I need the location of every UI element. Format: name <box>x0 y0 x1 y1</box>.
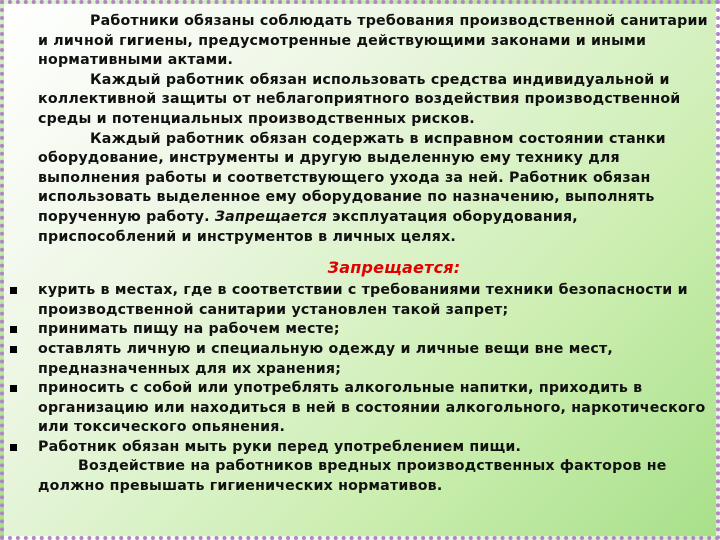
paragraph-text: Каждый работник обязан использовать средства индивидуальной и коллективной защиты от неблагоприятного воздействия производственной среды и потенциальных производственных рисков. <box>38 71 681 127</box>
paragraph-text: Каждый работник обязан содержать в исправном состоянии станки оборудование, инструменты и другую выделенную ему технику для выполнения работы и соответствующего ухода за ней. Работник обязан использовать выделенное ему оборудование по назначению, выполнять порученную работу. <box>38 130 666 225</box>
square-bullet-icon <box>10 287 17 294</box>
paragraph-protection <box>4 71 720 130</box>
paragraph-text: Работники обязаны соблюдать требования производственной санитарии и личной гигиены, предусмотренные действующими законами и иными нормативными актами. <box>38 13 708 69</box>
prohibition-rest: эксплуатация оборудования, приспособлений и инструментов в личных целях. <box>38 208 578 245</box>
closing-paragraph: Воздействие на работников вредных производственных факторов не должно превышать гигиенических нормативов. <box>38 458 667 495</box>
square-bullet-icon <box>10 444 17 451</box>
prohibited-list <box>4 281 720 457</box>
list-item: оставлять личную и специальную одежду и личные вещи вне мест, предназначенных для их хранения; <box>4 340 720 379</box>
square-bullet-icon <box>10 385 17 392</box>
slide-content <box>4 12 720 497</box>
paragraph-hygiene <box>4 12 720 71</box>
list-item: курить в местах, где в соответствии с требованиями техники безопасности и производственной санитарии установлен такой запрет; <box>4 281 720 320</box>
list-item: приносить с собой или употреблять алкогольные напитки, приходить в организацию или находиться в ней в состоянии алкогольного, наркотического или токсического опьянения. <box>4 379 720 438</box>
prohibition-word: Запрещается <box>214 208 327 225</box>
list-item: принимать пищу на рабочем месте; <box>4 320 720 340</box>
square-bullet-icon <box>10 326 17 333</box>
prohibited-heading: Запрещается: <box>327 258 461 278</box>
square-bullet-icon <box>10 346 17 353</box>
paragraph-equipment <box>4 130 720 248</box>
list-item: Работник обязан мыть руки перед употреблением пищи. <box>4 438 720 458</box>
